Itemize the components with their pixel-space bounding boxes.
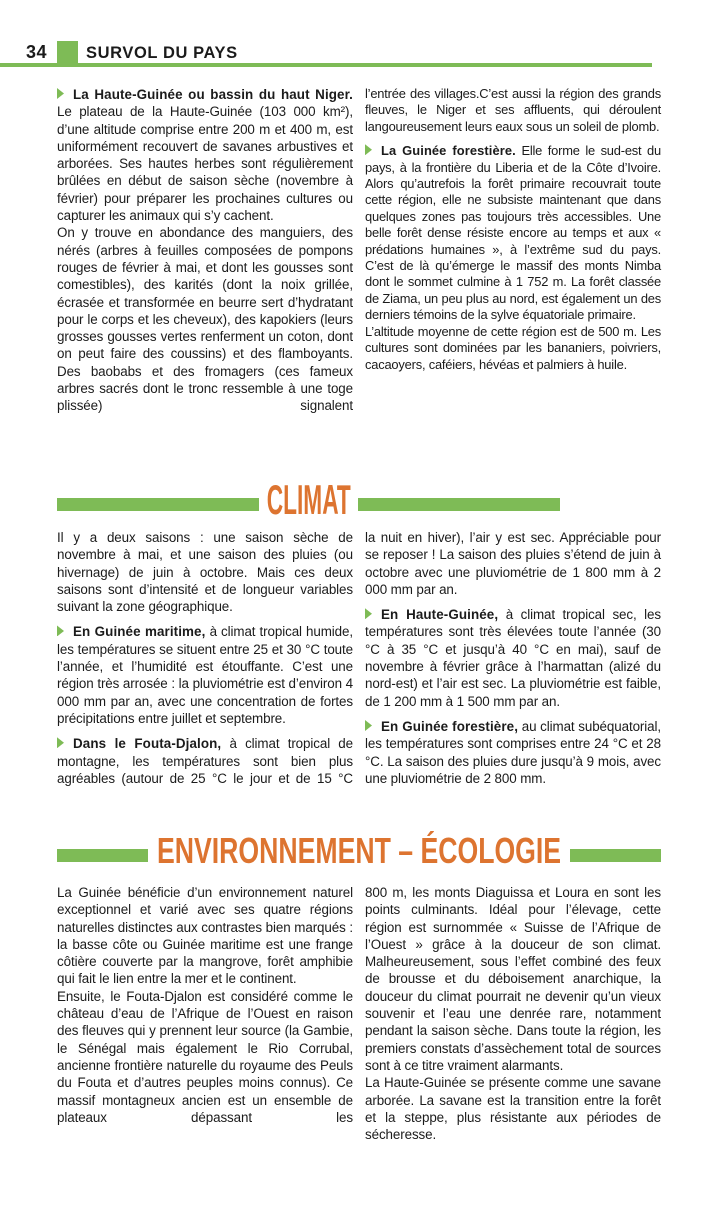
paragraph-text: L’altitude moyenne de cette région est de 500 m. Les cultures sont dominées par les bananiers, poivriers, cacaoyers, caféiers, hévéas et palmiers à huile.	[365, 323, 661, 372]
paragraph	[365, 1074, 661, 1143]
paragraph	[57, 623, 353, 727]
section-title: CLIMAT	[266, 476, 351, 523]
paragraph-text: 800 m, les monts Diaguissa et Loura en sont les points culminants. Idéal pour l’élevage, cette région est surnommée « Suisse de l’Afrique de l’Ouest » grâce à la douceur de son climat. Malheureusement, sous l’effet combiné des feux de brousse et du déboisement anarchique, la douceur du climat pourrait ne devenir qu’un vieux souvenir et l’eau une denrée rare, notamment pendant la saison sèche. Dans toute la région, les premiers constats d’assèchement total de sources sont à ce titre vraiment alarmants.	[365, 885, 661, 1073]
survol-column-right	[365, 86, 661, 415]
paragraph-marker-icon	[365, 144, 372, 155]
paragraph	[365, 86, 661, 135]
paragraph	[365, 529, 661, 598]
page-number: 34	[26, 42, 48, 62]
paragraph-text: à climat tropical sec, les températures sont très élevées toute l’année (30 °C à 35 °C et jusqu’à 40 °C en mai), sauf de novembre à février grâce à l’harmattan (alizé du nord-est) et l’air est sec. La pluviométrie est faible, de 1 200 mm à 1 500 mm par an.	[365, 607, 661, 709]
section-title: ENVIRONNEMENT – ÉCOLOGIE	[156, 830, 562, 871]
environnement-column-right	[365, 884, 661, 1143]
paragraph	[57, 735, 353, 787]
header-rule	[0, 63, 652, 67]
paragraph-text: Ensuite, le Fouta-Djalon est considéré comme le château d’eau de l’Afrique de l’Ouest en raison des fleuves qui y prennent leur source (la Gambie, le Sénégal mais également le Rio Corrubal, ancienne frontière naturelle du royaume des Peuls du Fouta et d’autres peuples moins connus). Ce massif montagneux ancien est un ensemble de plateaux dépassant les	[57, 988, 353, 1125]
heading-bar-right	[358, 498, 560, 511]
paragraph-lead: La Guinée forestière.	[381, 143, 516, 159]
paragraph-marker-icon	[57, 737, 64, 748]
paragraph-marker-icon	[57, 625, 64, 636]
paragraph-text: Elle forme le sud-est du pays, à la frontière du Liberia et de la Côte d’Ivoire. Alors qu’autrefois la forêt primaire recouvrait toute cette région, elle ne subsiste maintenant que dans quelques zones pas toujours très accessibles. Une belle forêt dense résiste encore au temps et aux « prédations humaines », à l’extrême sud du pays. C’est de là qu’émerge le massif des monts Nimba dont le sommet culmine à 1 752 m. La forêt classée de Ziama, un peu plus au nord, est également un des derniers témoins de la sylve équatoriale primaire.	[365, 143, 661, 323]
section-heading-environnement	[57, 830, 661, 871]
paragraph	[365, 606, 661, 710]
survol-section	[57, 86, 661, 415]
paragraph-text: La Guinée bénéficie d’un environnement naturel exceptionnel et varié avec ses quatre régions naturelles distinctes aux contrastes bien marqués : la basse côte ou Guinée maritime est une frange côtière couverte par la mangrove, forêt amphibie qui fait le lien entre la mer et le continent.	[57, 885, 353, 987]
paragraph	[57, 224, 353, 414]
paragraph-text: au climat subéquatorial, les températures sont comprises entre 24 °C et 28 °C. La saison des pluies dure jusqu’à 9 mois, avec une pluviométrie de 2 800 mm.	[365, 718, 661, 786]
paragraph	[57, 884, 353, 988]
climat-column-left	[57, 529, 353, 787]
paragraph-text: la nuit en hiver), l’air y est sec. Appréciable pour se reposer ! La saison des pluies s’étend de juin à octobre avec une pluviométrie de 1 800 mm à 2 000 mm par an.	[365, 530, 661, 597]
paragraph-lead: En Guinée maritime,	[73, 624, 206, 640]
paragraph	[57, 86, 353, 224]
paragraph-marker-icon	[57, 88, 64, 99]
paragraph-lead: En Haute-Guinée,	[381, 607, 499, 623]
environnement-column-left	[57, 884, 353, 1143]
paragraph	[57, 529, 353, 615]
paragraph-marker-icon	[365, 608, 372, 619]
environnement-section	[57, 884, 661, 1143]
section-heading-climat	[57, 476, 652, 523]
paragraph-lead: Dans le Fouta-Djalon,	[73, 736, 222, 752]
paragraph-marker-icon	[365, 720, 372, 731]
paragraph	[365, 718, 661, 787]
paragraph-text: Il y a deux saisons : une saison sèche de novembre à mai, et une saison des pluies (ou hivernage) de juin à octobre. Mais ces deux saisons sont d’intensité et de longueur variables suivant la zone géographique.	[57, 530, 353, 615]
paragraph	[57, 988, 353, 1126]
paragraph-lead: La Haute-Guinée ou bassin du haut Niger.	[73, 87, 353, 102]
climat-column-right	[365, 529, 661, 787]
paragraph-text: à climat tropical humide, les températures se situent entre 25 et 30 °C toute l’année, et l’humidité est étouffante. C’est une région très arrosée : la pluviométrie est d’environ 4 000 mm par an, avec une concentration de fortes précipitations entre juillet et septembre.	[57, 624, 353, 726]
paragraph-text: Le plateau de la Haute-Guinée (103 000 km²), d’une altitude comprise entre 200 m et 400 m, est uniformément recouvert de savanes arbustives et arborées. Ses hautes herbes sont régulièrement brûlées en début de saison sèche (novembre à février) pour préparer les prochaines cultures ou capturer les animaux qui s’y cachent.	[57, 104, 353, 224]
climat-section	[57, 529, 661, 787]
survol-column-left	[57, 86, 353, 415]
heading-bar-left	[57, 849, 148, 862]
paragraph	[365, 143, 661, 323]
paragraph-text: l’entrée des villages.C’est aussi la région des grands fleuves, le Niger et ses affluents, qui déroulent langoureusement leurs eaux sous un soleil de plomb.	[365, 86, 661, 134]
heading-bar-left	[57, 498, 259, 511]
paragraph-text: à climat tropical de montagne, les températures sont bien plus agréables (autour de 25 °C le jour et de 15 °C	[57, 736, 354, 786]
paragraph	[365, 884, 661, 1074]
paragraph-text: La Haute-Guinée se présente comme une savane arborée. La savane est la transition entre la forêt et la steppe, plus résistante aux périodes de sécheresse.	[365, 1075, 661, 1143]
chapter-title: SURVOL DU PAYS	[86, 44, 238, 62]
paragraph-lead: En Guinée forestière,	[381, 718, 519, 734]
heading-bar-right	[570, 849, 661, 862]
paragraph	[365, 324, 661, 373]
paragraph-text: On y trouve en abondance des manguiers, des nérés (arbres à feuilles composées de pompons rouges de février à mai, et dont les gousses sont comestibles), des karités (dont la noix grillée, écrasée et transformée en beurre sert d’hydratant pour le corps et les cheveux), des kapokiers (leurs grosses gousses vertes renferment un coton, dont on peut faire des coussins) et des flamboyants. Des baobabs et des fromagers (ces fameux arbres sacrés dont le tronc ressemble à une toge plissée) signalent	[57, 225, 353, 414]
